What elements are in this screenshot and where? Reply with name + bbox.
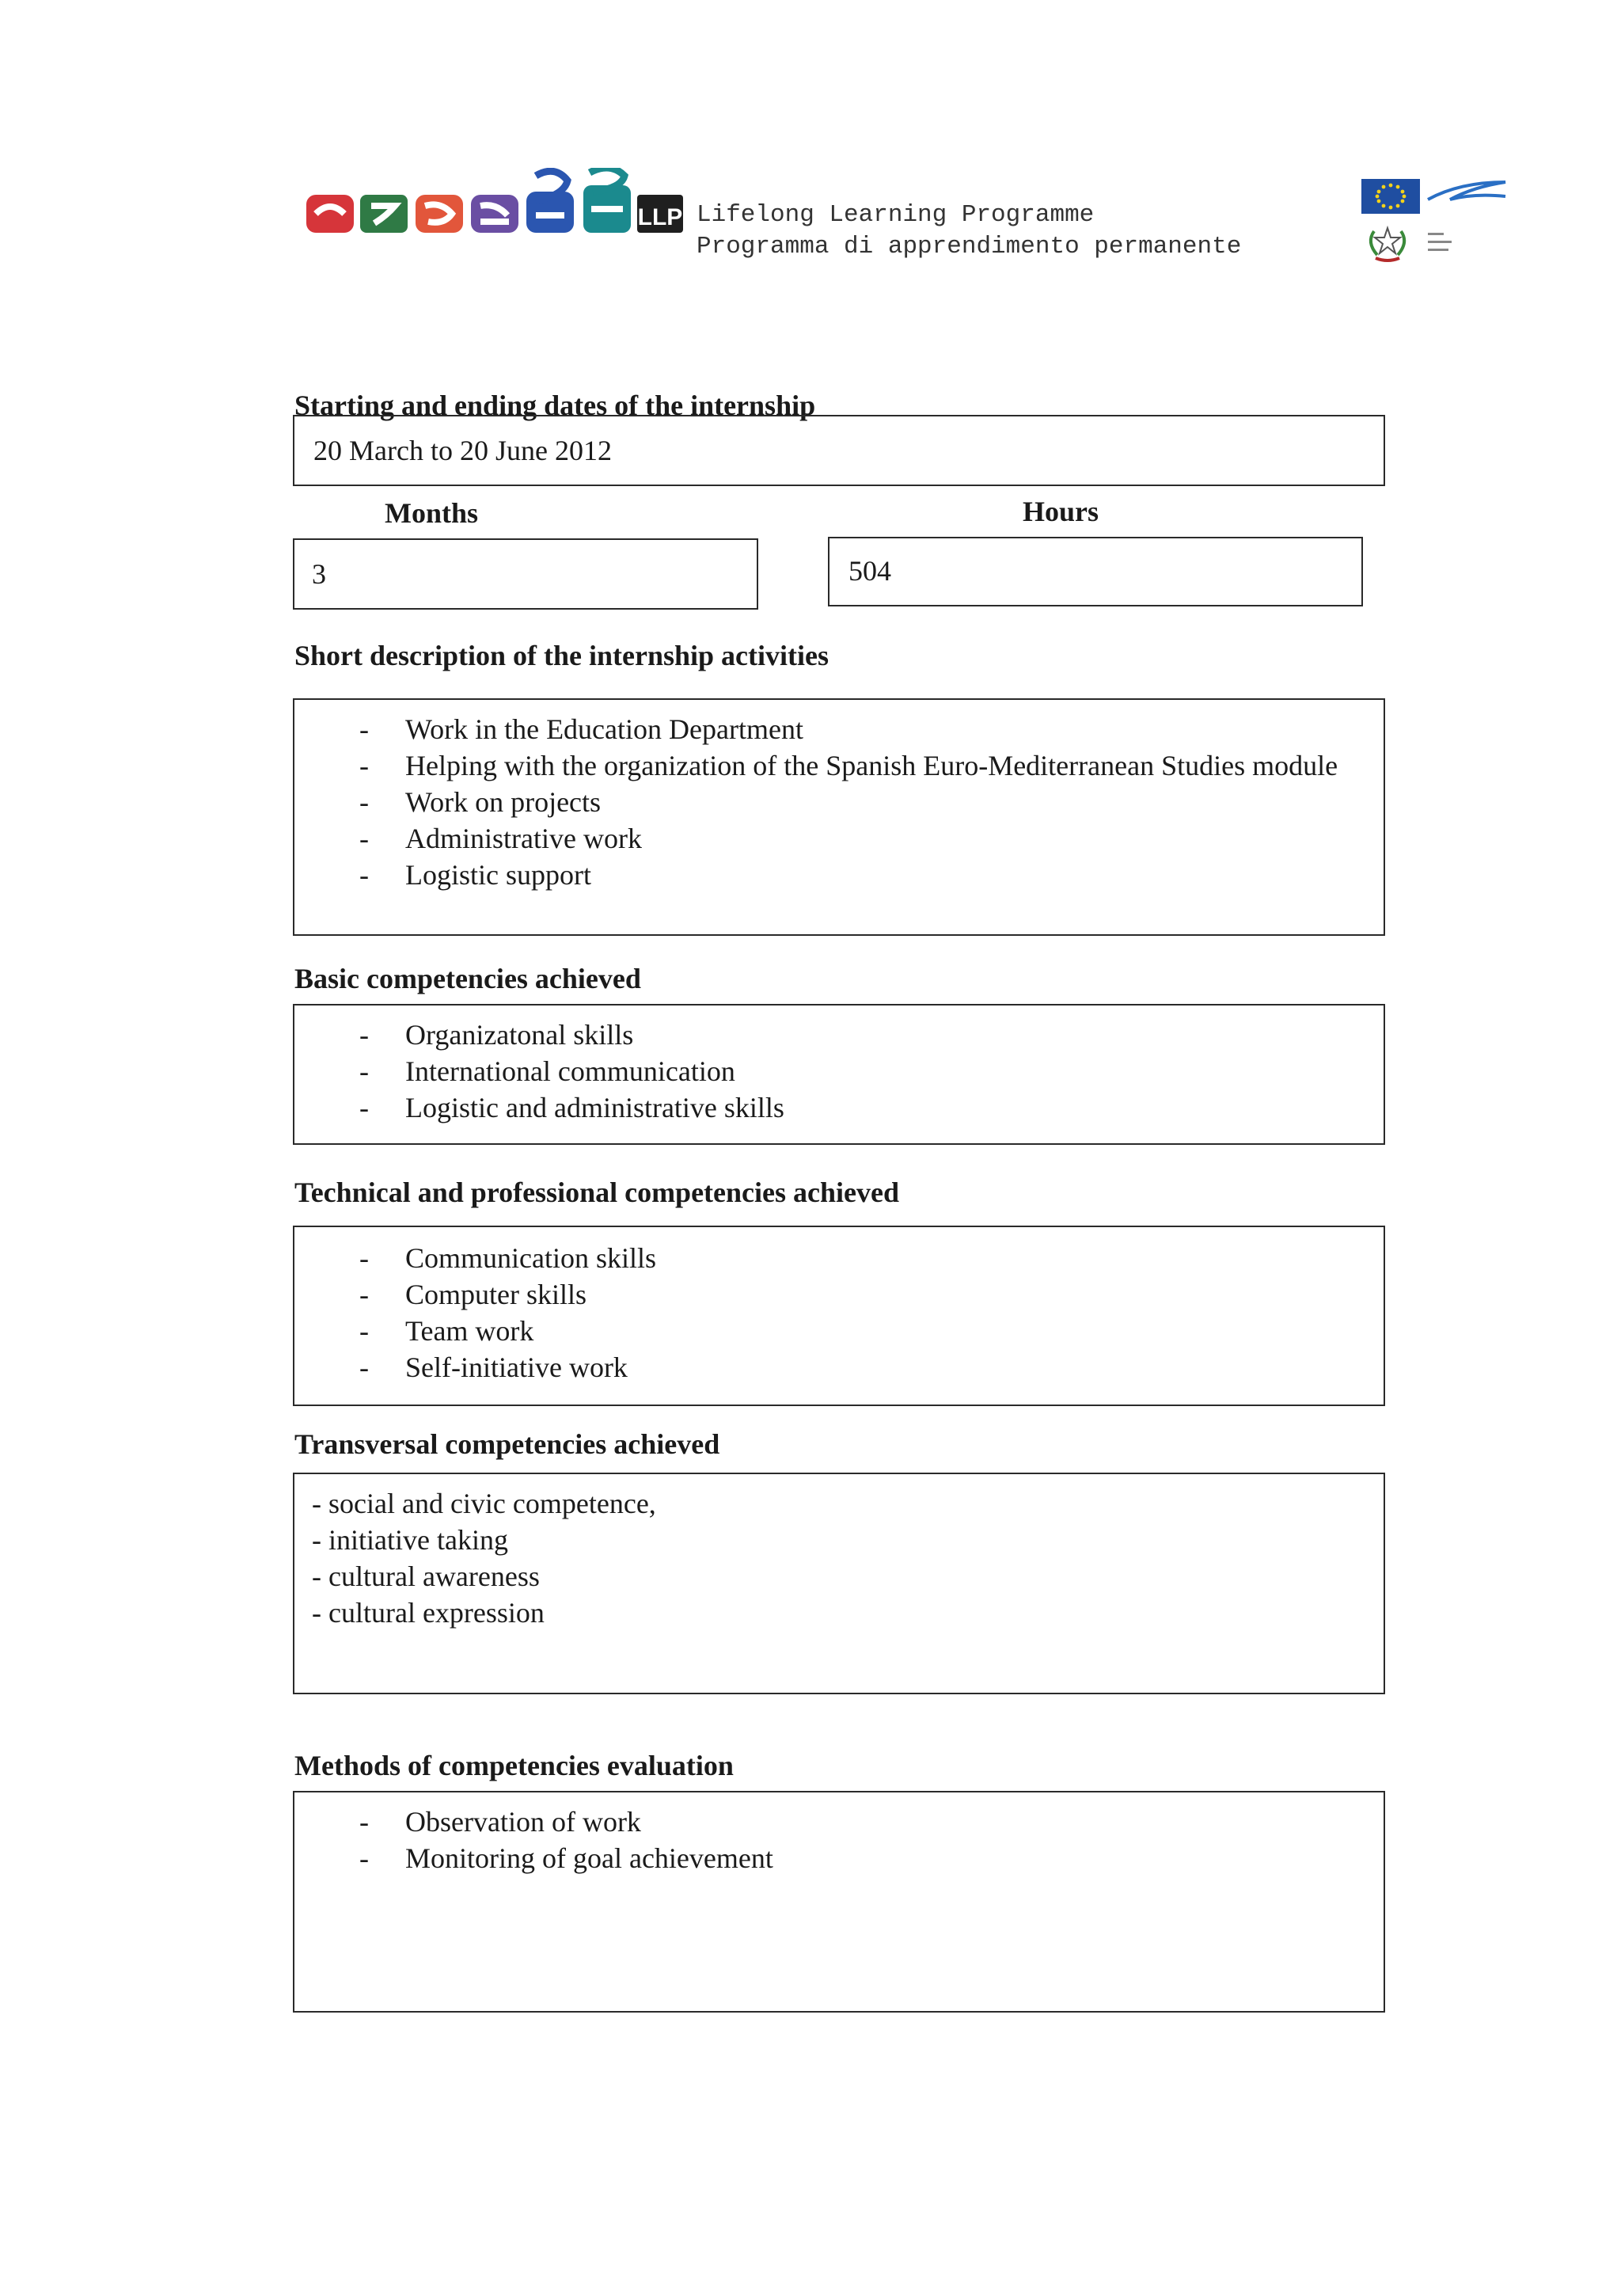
swoosh-icon (1428, 182, 1505, 200)
activities-box (293, 698, 1385, 936)
list-item: - Organizatonal skills (294, 1017, 1384, 1053)
list-item: - Work in the Education Department (294, 711, 1384, 747)
hours-label: Hours (1023, 496, 1099, 527)
transversal-list (312, 1485, 1360, 1631)
technical-box (293, 1226, 1385, 1406)
list-item: - cultural awareness (312, 1560, 540, 1592)
evaluation-label: Methods of competencies evaluation (294, 1750, 734, 1781)
list-item: - initiative taking (312, 1524, 508, 1556)
transversal-box (293, 1473, 1385, 1694)
transversal-label: Transversal competencies achieved (294, 1428, 720, 1460)
evaluation-list (294, 1804, 1384, 1876)
months-label: Months (385, 497, 479, 529)
programme-title-it: Programma di apprendimento permanente (697, 233, 1242, 260)
technical-label: Technical and professional competencies achieved (294, 1177, 899, 1208)
list-item: - Computer skills (294, 1276, 1384, 1313)
list-item: - Work on projects (294, 784, 1384, 820)
evaluation-box (293, 1791, 1385, 2013)
hours-field (828, 537, 1363, 606)
list-item: - Logistic and administrative skills (294, 1089, 1384, 1126)
llp-logo (305, 168, 685, 263)
eu-logos (1361, 176, 1512, 264)
basic-box (293, 1004, 1385, 1145)
months-value: 3 (312, 558, 326, 590)
list-item: - Administrative work (294, 820, 1384, 857)
italian-emblem-icon (1371, 228, 1404, 260)
programme-title-en: Lifelong Learning Programme (697, 201, 1095, 229)
technical-list (294, 1240, 1384, 1386)
dates-field (293, 415, 1385, 486)
basic-list (294, 1017, 1384, 1126)
list-item: - Observation of work (294, 1804, 1384, 1840)
list-item: - Self-initiative work (294, 1349, 1384, 1386)
list-item: - Logistic support (294, 857, 1384, 893)
months-field (293, 538, 758, 610)
activities-label: Short description of the internship activities (294, 640, 829, 671)
activities-list (294, 711, 1384, 893)
list-item: - Communication skills (294, 1240, 1384, 1276)
llp-badge-text: LLP (637, 204, 683, 230)
list-item: - Helping with the organization of the Spanish Euro-Mediterranean Studies module (294, 747, 1384, 784)
list-item: - International communication (294, 1053, 1384, 1089)
list-item: - social and civic competence, (312, 1488, 656, 1519)
dates-value: 20 March to 20 June 2012 (313, 435, 612, 466)
list-item: - cultural expression (312, 1597, 545, 1629)
dates-label: Starting and ending dates of the internship (294, 390, 816, 421)
basic-label: Basic competencies achieved (294, 963, 641, 994)
list-item: - Team work (294, 1313, 1384, 1349)
list-item: - Monitoring of goal achievement (294, 1840, 1384, 1876)
hours-value: 504 (848, 555, 891, 587)
